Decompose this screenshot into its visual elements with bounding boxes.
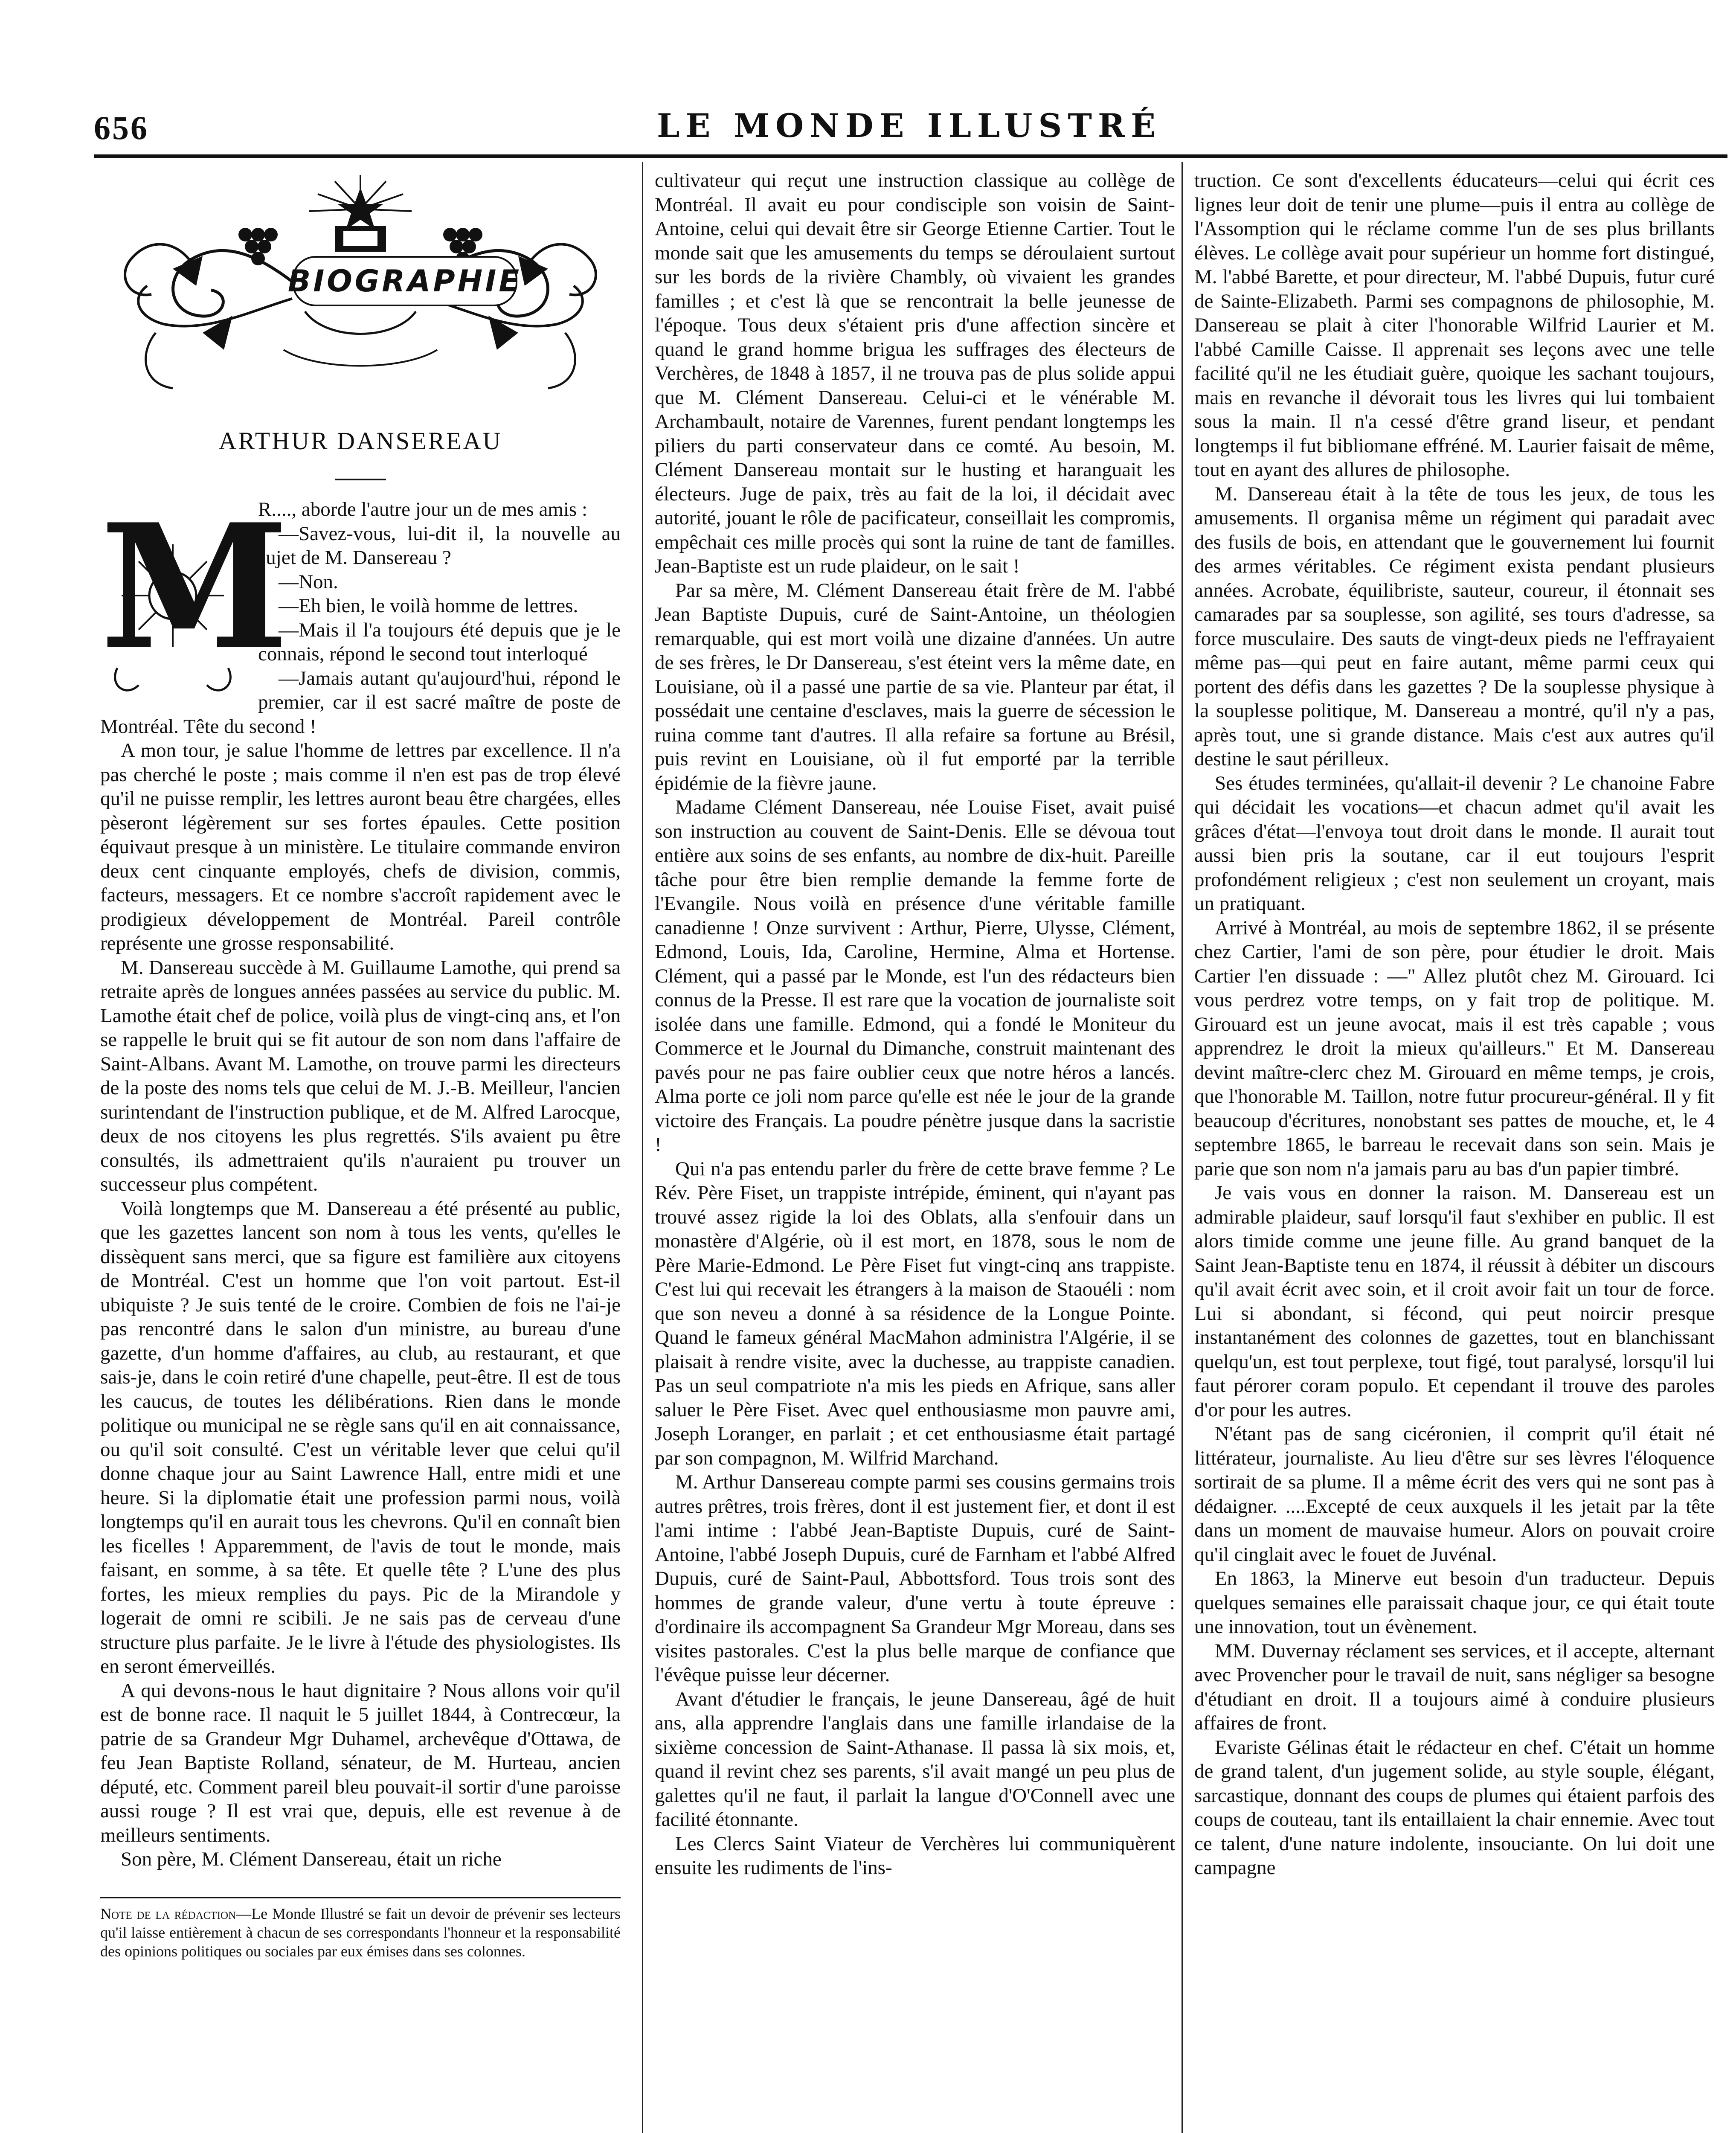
- paragraph: Voilà longtemps que M. Dansereau a été présenté au public, que les gazettes lancent son nom à tous les vents, qu'elles le dissèquent sans merci, que sa figure est familière aux citoyens de Montréal. C'est un homme que l'on voit partout. Est-il ubiquiste ? Je suis tenté de le croire. Combien de fois ne l'ai-je pas rencontré dans le salon d'un ministre, au bureau d'une gazette, d'un homme d'affaires, au club, au restaurant, et que sais-je, dans le coin retiré d'une chapelle, peut-être. Il est de tous les caucus, de toutes les délibérations. Rien dans le monde politique ou municipal ne se règle sans qu'il en ait connaissance, ou qu'il soit consulté. C'est un véritable lever que celui qu'il donne chaque jour au Saint Lawrence Hall, entre midi et une heure. Si la diplomatie était une profession parmi nous, voilà longtemps qu'il en aurait tous les chevrons. Qu'il en connaît bien les ficelles ! Apparemment, de l'avis de tout le monde, mais faisant, en somme, à sa tête. Et quelle tête ? L'une des plus fortes, les mieux remplies du pays. Pic de la Mirandole y logerait de omni re scibili. Je ne sais pas de cerveau d'une structure plus parfaite. Je le livre à l'étude des physiologistes. Ils en seront émerveillés.: [100, 1197, 621, 1677]
- paragraph: N'étant pas de sang cicéronien, il comprit qu'il était né littérateur, journaliste. Au lieu d'être sur ses lèvres l'éloquence sortirait de sa plume. Il a même écrit des vers qui ne sont pas à dédaigner. ....Excepté de ceux auxquels il les jetait par la tête dans un moment de mauvaise humeur. Alors on pouvait croire qu'il cinglait avec le fouet de Juvénal.: [1194, 1423, 1715, 1566]
- column-1: [100, 171, 621, 1961]
- column-2: [655, 169, 1175, 1880]
- paragraph: Ses études terminées, qu'allait-il devenir ? Le chanoine Fabre qui décidait les vocations—et chacun admet qu'il avait les grâces d'état—l'envoya tout droit dans le monde. Il aurait tout aussi bien pris la soutane, car il eut toujours l'esprit profondément religieux ; c'est non seulement un croyant, mais un pratiquant.: [1194, 772, 1715, 915]
- paragraph: Evariste Gélinas était le rédacteur en chef. C'était un homme de grand talent, d'un jugement solide, au style souple, élégant, sarcastique, donnant des coups de plumes qui étaient parfois des coups de couteau, tant ils entaillaient la chair ennemie. Avec tout ce talent, d'une nature indolente, insouciante. On lui doit une campagne: [1194, 1736, 1715, 1879]
- paragraph: —Jamais autant qu'aujourd'hui, répond le premier, car il est sacré maître de poste de Montréal. Tête du second !: [100, 667, 621, 738]
- paragraph: cultivateur qui reçut une instruction classique au collège de Montréal. Il avait eu pour condisciple son voisin de Saint-Antoine, celui qui devait être sir George Etienne Cartier. Tout le monde sait que les amusements du temps se déroulaient surtout sur les bords de la rivière Chambly, où vivaient les grandes familles ; et c'est là que se rencontrait la belle jeunesse de l'époque. Tous deux s'étaient pris d'une affection sincère et quand le grand homme brigua les suffrages des électeurs de Verchères, de 1848 à 1857, il ne trouva pas de plus solide appui que M. Clément Dansereau. Celui-ci et le vénérable M. Archambault, notaire de Varennes, furent pendant longtemps les piliers du parti conservateur dans ce comté. Au besoin, M. Clément Dansereau montait sur le husting et haranguait les électeurs. Juge de paix, très au fait de la loi, il décidait avec autorité, jouant le rôle de pacificateur, conseillait les compromis, empêchait ces mille procès qui sont la ruine de tant de familles. Jean-Baptiste est un rude plaideur, on le sait !: [655, 169, 1175, 577]
- paragraph: Qui n'a pas entendu parler du frère de cette brave femme ? Le Rév. Père Fiset, un trappiste intrépide, éminent, qui n'ayant pas trouvé assez rigide la loi des Oblats, alla s'enfouir dans un monastère d'Algérie, où il est mort, en 1878, sous le nom de Père Marie-Edmond. Le Père Fiset fut vingt-cinq ans trappiste. C'est lui qui recevait les étrangers à la maison de Staouéli : nom que son neveu a donné à sa résidence de la Longue Pointe. Quand le fameux général MacMahon administra l'Algérie, il se plaisait à rendre visite, avec la duchesse, au trappiste canadien. Pas un seul compatriote n'a mis les pieds en Afrique, sans aller saluer le Père Fiset. Avec quel enthousiasme mon pauvre ami, Joseph Loranger, en parlait ; et cet enthousiasme était partagé par son compagnon, M. Wilfrid Marchand.: [655, 1157, 1175, 1469]
- paragraph: Arrivé à Montréal, au mois de septembre 1862, il se présente chez Cartier, l'ami de son père, pour étudier le droit. Mais Cartier l'en dissuade : —" Allez plutôt chez M. Girouard. Ici vous perdrez votre temps, on y fait trop de politique. M. Girouard est un jeune avocat, mais il est très capable ; vous apprendrez le droit la mieux qu'ailleurs." Et M. Dansereau devint maître-clerc chez M. Girouard en même temps, je crois, que l'honorable M. Taillon, notre futur procureur-général. Il y fit beaucoup d'écritures, nonobstant ses pattes de mouche, et, le 4 septembre 1865, le barreau le recevait dans son sein. Mais je parie que son nom n'a jamais paru au bas d'un papier timbré.: [1194, 916, 1715, 1180]
- note-label: Note de la rédaction: [100, 1905, 236, 1922]
- title-rule: [335, 479, 386, 480]
- note-text: —Le Monde Illustré se fait un devoir de prévenir ses lecteurs qu'il laisse entièrement à chacun de ses correspondants l'honneur et la responsabilité des opinions politiques ou sociales par eux émises dans ses colonnes.: [100, 1905, 621, 1960]
- paragraph: Par sa mère, M. Clément Dansereau était frère de M. l'abbé Jean Baptiste Dupuis, curé de Saint-Antoine, un théologien remarquable, qui est mort voilà une dizaine d'années. Un autre de ses frères, le Dr Dansereau, s'est éteint vers la même date, en Louisiane, où il a passé une partie de sa vie. Planteur par état, il possédait une centaine d'esclaves, mais la guerre de sécession le ruina comme tant d'autres. Il alla refaire sa fortune au Brésil, puis revint en Louisiane, où il fut emporté par la terrible épidémie de la fièvre jaune.: [655, 579, 1175, 794]
- biographie-banner: [105, 171, 616, 410]
- paragraph: Les Clercs Saint Viateur de Verchères lui communiquèrent ensuite les rudiments de l'ins-: [655, 1832, 1175, 1879]
- article-body-col1: [100, 487, 621, 1871]
- paragraph: En 1863, la Minerve eut besoin d'un traducteur. Depuis quelques semaines elle paraissait chaque jour, ce qui était toute une innovation, tout un évènement.: [1194, 1567, 1715, 1638]
- paragraph: Avant d'étudier le français, le jeune Dansereau, âgé de huit ans, alla apprendre l'anglais dans une famille irlandaise de la sixième concession de Saint-Athanase. Il passa là six mois, et, quand il revint chez ses parents, s'il avait mangé un peu plus de galettes qu'il ne faut, il parlait la langue d'O'Connell avec une facilité étonnante.: [655, 1688, 1175, 1831]
- paragraph: A mon tour, je salue l'homme de lettres par excellence. Il n'a pas cherché le poste ; mais comme il n'en est pas de trop élevé qu'il ne puisse remplir, les lettres auront beau être chargées, elles pèseront légèrement sur ses fortes épaules. Cette position équivaut presque à un ministère. Le titulaire commande environ deux cent cinquante employés, chefs de division, commis, facteurs, messagers. Et ce nombre s'accroît rapidement avec le prodigieux développement de Montréal. Pareil contrôle représente une grosse responsabilité.: [100, 739, 621, 954]
- paragraph: MM. Duvernay réclament ses services, et il accepte, alternant avec Provencher pour le travail de nuit, sans négliger sa besogne d'étudiant en droit. Il a toujours aimé à conduire plusieurs affaires de front.: [1194, 1639, 1715, 1734]
- masthead: LE MONDE ILLUSTRÉ: [657, 107, 1161, 145]
- paragraph: Madame Clément Dansereau, née Louise Fiset, avait puisé son instruction au couvent de Saint-Denis. Elle se dévoua tout entière aux soins de ses enfants, au nombre de dix-huit. Pareille tâche pour être bien remplie demande la femme forte de l'Evangile. Nous voilà en présence d'une véritable famille canadienne ! Onze survivent : Arthur, Pierre, Ulysse, Clément, Edmond, Louis, Ida, Caroline, Hermine, Alma et Hortense. Clément, qui a passé par le Monde, est l'un des rédacteurs bien connus de la Presse. Il est rare que la vocation de journaliste soit isolée dans une famille. Edmond, qui a fondé le Moniteur du Commerce et le Journal du Dimanche, construit maintenant des pavés pour ne pas faire oublier ceux que notre héros a lancés. Alma porte ce joli nom parce qu'elle est née le jour de la grande victoire des Français. La poudre pénètre jusque dans la sacristie !: [655, 796, 1175, 1156]
- paragraph: truction. Ce sont d'excellents éducateurs—celui qui écrit ces lignes leur doit de tenir une plume—puis il entra au collège de l'Assomption qui le réclame comme l'un de ses plus brillants élèves. Le collège avait pour supérieur un homme fort distingué, M. l'abbé Barette, et pour directeur, M. l'abbé Dupuis, futur curé de Sainte-Elizabeth. Parmi ses compagnons de philosophie, M. Dansereau se plait à citer l'honorable Wilfrid Laurier et M. l'abbé Camille Caisse. Il apprenait ses leçons avec une telle facilité qu'il ne les étudiait guère, quoique les sachant toujours, mais en revanche il dévorait tous les livres qui lui tombaient sous la main. Il n'a cessé d'être grand liseur, et pendant longtemps il fut bibliomane effréné. M. Laurier faisait de même, tout en ayant des allures de philosophe.: [1194, 169, 1715, 481]
- column-divider: [642, 162, 643, 2133]
- column-3: [1194, 169, 1715, 1880]
- paragraph: Je vais vous en donner la raison. M. Dansereau est un admirable plaideur, sauf lorsqu'il faut s'exhiber en public. Il est alors timide comme une jeune fille. Au grand banquet de la Saint Jean-Baptiste tenu en 1874, il réussit à débiter un discours qu'il avait écrit avec soin, et il croit avoir fait un tour de force. Lui si abondant, si fécond, qui peut noircir presque instantanément des colonnes de gazettes, tout en blanchissant quelqu'un, est tout perplexe, tout figé, tout paralysé, lorsqu'il lui faut pérorer coram populo. Et cependant il trouve des paroles d'or pour les autres.: [1194, 1182, 1715, 1421]
- banner-title: BIOGRAPHIE: [292, 256, 517, 306]
- column-divider: [1182, 162, 1183, 2133]
- paragraph: —Savez-vous, lui-dit il, la nouvelle au sujet de M. Dansereau ?: [258, 522, 621, 569]
- article-title: ARTHUR DANSEREAU: [218, 427, 502, 455]
- paragraph: A qui devons-nous le haut dignitaire ? Nous allons voir qu'il est de bonne race. Il naquit le 5 juillet 1844, à Contrecœur, la patrie de sa Grandeur Mgr Duhamel, archevêque d'Ottawa, de feu Jean Baptiste Rolland, sénateur, de M. Hurteau, ancien député, etc. Comment pareil bleu pouvait-il sortir d'une paroisse aussi rouge ? Il est vrai que, depuis, elle est revenue à de meilleurs sentiments.: [100, 1679, 621, 1846]
- paragraph: —Mais il l'a toujours été depuis que je le connais, répond le second tout interloqué: [258, 619, 621, 665]
- paragraph: Son père, M. Clément Dansereau, était un riche: [121, 1848, 502, 1870]
- header-rule: [94, 154, 1727, 158]
- paragraph: M. Arthur Dansereau compte parmi ses cousins germains trois autres prêtres, trois frères, dont il est justement fier, et dont il est l'ami intime : l'abbé Jean-Baptiste Dupuis, curé de Saint-Antoine, l'abbé Joseph Dupuis, curé de Farnham et l'abbé Alfred Dupuis, curé de Saint-Paul, Abbottsford. Tous trois sont des hommes de grande valeur, d'une vertu à toute épreuve : d'ordinaire ils accompagnent Sa Grandeur Mgr Moreau, dans ses visites pastorales. C'est la plus belle marque de confiance que l'évêque puisse leur décerner.: [655, 1471, 1175, 1686]
- drop-cap: [100, 487, 289, 698]
- paragraph: —Eh bien, le voilà homme de lettres.: [279, 595, 578, 617]
- page-number: 656: [94, 109, 149, 146]
- editorial-note: [100, 1897, 621, 1961]
- paragraph: —Non.: [279, 570, 338, 593]
- paragraph: M. Dansereau était à la tête de tous les jeux, de tous les amusements. Il organisa même un régiment qui paradait avec des fusils de bois, en attendant que le gouvernement lui fournit des armes véritables. Ce régiment exista pendant plusieurs années. Acrobate, équilibriste, sauteur, coureur, il étonnait ses camarades par sa souplesse, son agilité, ses tours d'adresse, sa force musculaire. Des sauts de vingt-deux pieds ne l'effrayaient même pas—qui peut en faire autant, même parmi ceux qui portent des défis dans les gazettes ? De la souplesse physique à la souplesse politique, M. Dansereau a montré, qu'il n'y a pas, après tout, une si grande distance. Mais c'est aux autres qu'il destine le saut périlleux.: [1194, 482, 1715, 770]
- drop-cap-letter: M: [100, 487, 289, 687]
- paragraph: R...., aborde l'autre jour un de mes amis :: [258, 498, 588, 520]
- paragraph: M. Dansereau succède à M. Guillaume Lamothe, qui prend sa retraite après de longues années passées au service du public. M. Lamothe était chef de police, voilà plus de vingt-cinq ans, et l'on se rappelle le bruit qui se fit autour de son nom dans l'affaire de Saint-Albans. Avant M. Lamothe, on trouve parmi les directeurs de la poste des noms tels que celui de M. J.-B. Meilleur, l'ancien surintendant de l'instruction publique, et de M. Alfred Larocque, deux de nos citoyens les plus regrettés. S'ils avaient pu être consultés, ils admettraient qu'ils n'auraient pu trouver un successeur plus compétent.: [100, 956, 621, 1195]
